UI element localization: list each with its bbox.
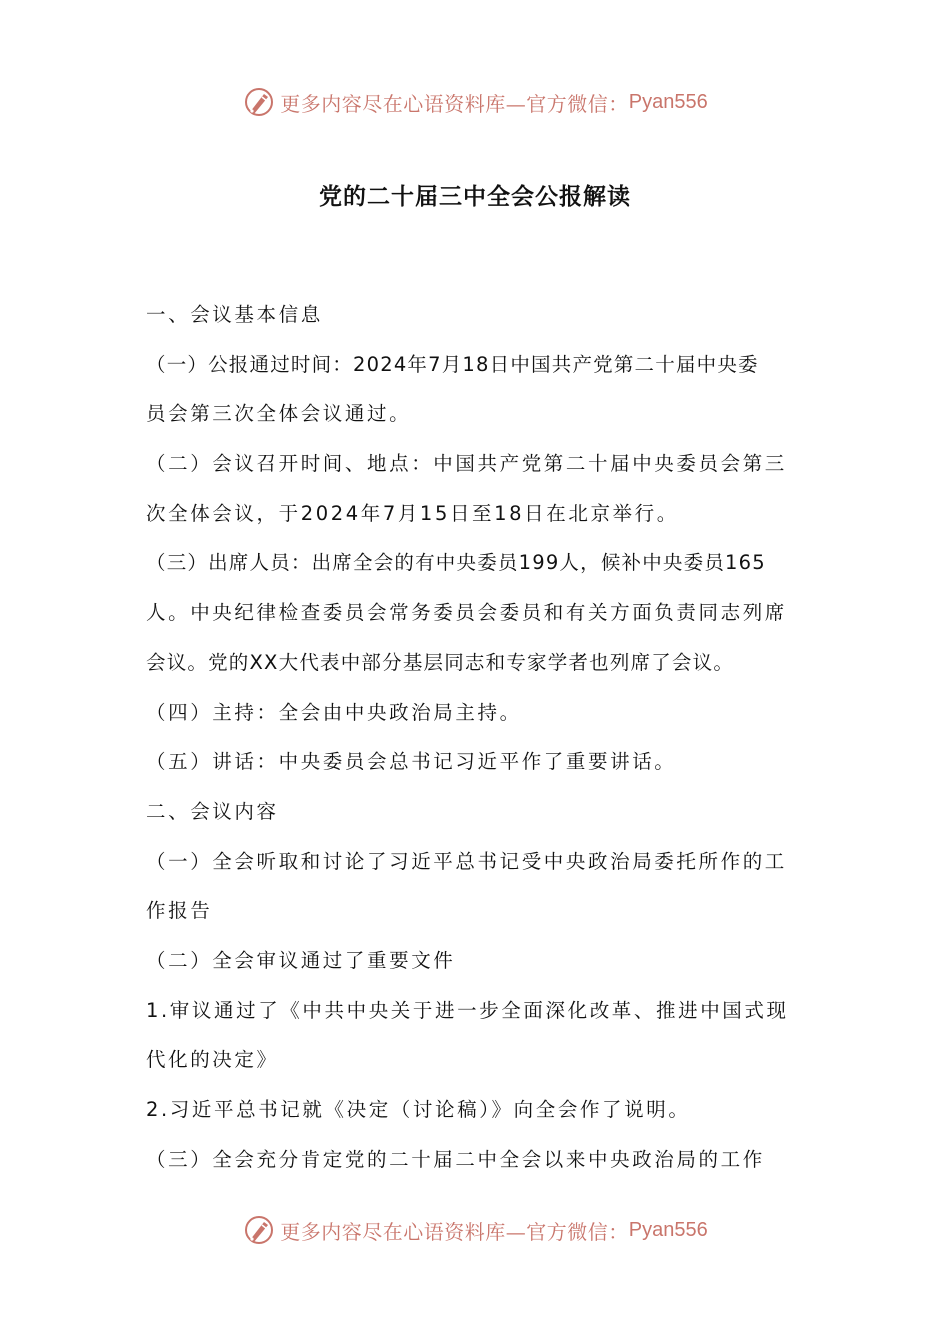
paragraph-line: 代化的决定》 xyxy=(146,1048,279,1072)
banner-wechat-id: Pyan556 xyxy=(628,90,708,113)
paragraph-line: 次全体会议，于2024年7月15日至18日在北京举行。 xyxy=(146,501,679,525)
footer-watermark-banner xyxy=(0,1208,950,1252)
paragraph-line: （二）全会审议通过了重要文件 xyxy=(146,948,456,972)
banner-wechat-id: Pyan556 xyxy=(628,1218,708,1241)
paragraph-line: （三）出席人员：出席全会的有中央委员199人，候补中央委员165 xyxy=(146,551,766,575)
paragraph-line: 作报告 xyxy=(146,899,213,923)
document-title: 党的二十届三中全会公报解读 xyxy=(319,184,631,210)
pen-nib-logo-icon xyxy=(242,1213,276,1247)
paragraph-line: （二）会议召开时间、地点：中国共产党第二十届中央委员会第三 xyxy=(146,452,787,476)
banner-text: 更多内容尽在心语资料库—官方微信： xyxy=(280,91,629,116)
banner-text: 更多内容尽在心语资料库—官方微信： xyxy=(280,1219,629,1244)
header-watermark-banner xyxy=(0,80,950,124)
paragraph-line: （一）全会听取和讨论了习近平总书记受中央政治局委托所作的工 xyxy=(146,849,787,873)
pen-nib-logo-icon xyxy=(242,85,276,119)
paragraph-line: 员会第三次全体会议通过。 xyxy=(146,402,412,426)
document-body xyxy=(146,290,810,1184)
paragraph-line: 人。中央纪律检查委员会常务委员会委员和有关方面负责同志列席 xyxy=(146,601,787,625)
paragraph-line: 2.习近平总书记就《决定（讨论稿）》向全会作了说明。 xyxy=(146,1098,691,1121)
section-heading: 一、会议基本信息 xyxy=(146,303,323,326)
paragraph-line: （五）讲话：中央委员会总书记习近平作了重要讲话。 xyxy=(146,750,677,774)
section-heading: 二、会议内容 xyxy=(146,799,279,823)
paragraph-line: 会议。党的XX大代表中部分基层同志和专家学者也列席了会议。 xyxy=(146,650,735,674)
paragraph-line: 1.审议通过了《中共中央关于进一步全面深化改革、推进中国式现 xyxy=(146,998,789,1022)
paragraph-line: （四）主持：全会由中央政治局主持。 xyxy=(146,700,522,724)
paragraph-line: （一）公报通过时间：2024年7月18日中国共产党第二十届中央委 xyxy=(146,352,759,376)
paragraph-line: （三）全会充分肯定党的二十届二中全会以来中央政治局的工作 xyxy=(146,1147,765,1171)
